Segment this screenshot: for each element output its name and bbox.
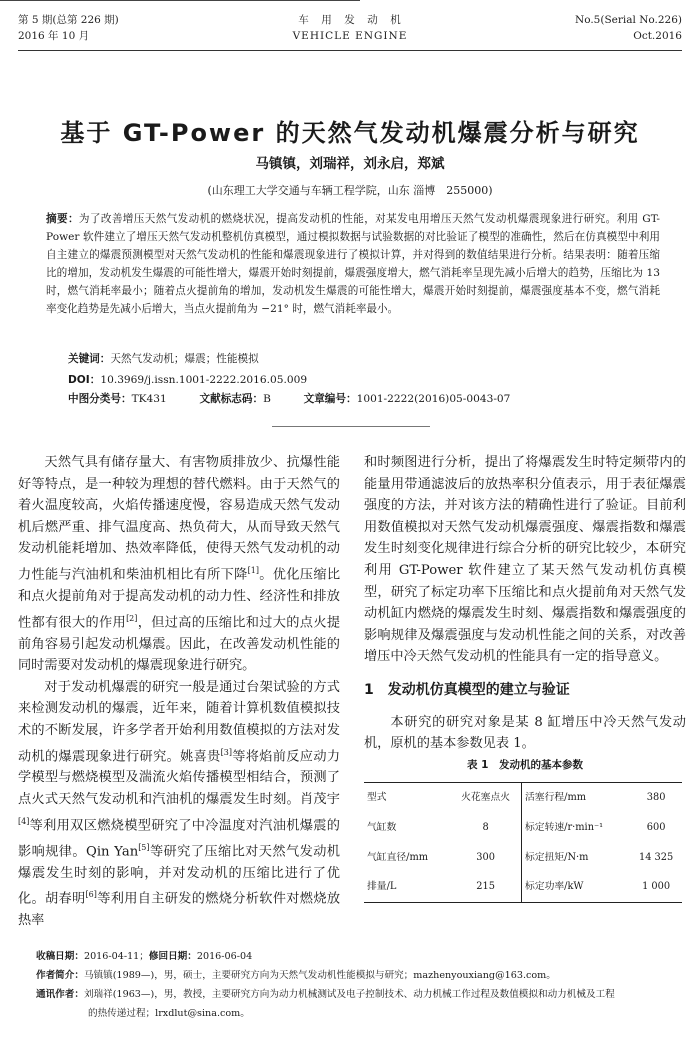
body-right-column xyxy=(364,452,686,903)
table-row xyxy=(364,843,682,873)
body-paragraph: 天然气具有储存量大、有害物质排放少、抗爆性能好等特点，是一种较为理想的替代燃料。由于天然气的着火温度较高，火焰传播速度慢，容易造成天然气发动机后燃严重、排气温度高、热负荷大，从而导致天然气发动机能耗增加、热效率降低，使得天然气发动机的动力性能与汽油机和柴油机相比有所下降[1]。优化压缩比和点火提前角对于提高发动机的动力性、经济性和排放性都有很大的作用[2]，但过高的压缩比和过大的点火提前角容易引起发动机爆震。因此，在改善发动机性能的同时需要对发动机的爆震现象进行研究。 xyxy=(18,455,341,674)
clc-value: TK431 xyxy=(131,393,167,405)
citation-ref[interactable]: [1] xyxy=(247,565,259,575)
citation-ref[interactable]: [4] xyxy=(18,816,30,826)
footnote-corresponding xyxy=(36,986,686,1003)
table-cell: 215 xyxy=(450,872,521,902)
doc-code-value: B xyxy=(263,393,271,405)
revised-date: 2016-06-04 xyxy=(196,951,253,962)
keywords-text: 天然气发动机；爆震；性能模拟 xyxy=(110,353,259,365)
header-issue-number: 第 5 期(总第 226 期) xyxy=(18,14,119,26)
table-cell: 8 xyxy=(450,813,521,843)
table-cell: 1 000 xyxy=(630,872,682,902)
received-date: 2016-04-11； xyxy=(83,951,149,962)
header-issue-date: 2016 年 10 月 xyxy=(18,30,90,42)
body-left-column xyxy=(18,452,340,932)
clc-label: 中图分类号： xyxy=(68,393,132,405)
table-cell: 型式 xyxy=(364,783,450,813)
section-heading: 1 发动机仿真模型的建立与验证 xyxy=(364,681,570,698)
keywords-label: 关键词： xyxy=(68,353,111,365)
footnote-author xyxy=(36,967,686,984)
header-journal-cn: 车 用 发 动 机 xyxy=(298,14,402,26)
header-serial xyxy=(575,12,682,44)
doc-code-label: 文献标志码： xyxy=(199,393,264,405)
doi-label: DOI： xyxy=(68,374,101,386)
corresponding-bio: 刘瑞祥(1963—)，男，教授，主要研究方向为动力机械测试及电子控制技术、动力机械工作过程及数值模拟和动力机械及工程 xyxy=(83,989,615,1000)
citation-ref[interactable]: [5] xyxy=(138,842,150,852)
doi-text: 10.3969/j.issn.1001-2222.2016.05.009 xyxy=(100,374,308,386)
table-row xyxy=(364,783,682,813)
table-row xyxy=(364,872,682,902)
table-cell: 气缸直径/mm xyxy=(367,851,429,863)
keywords xyxy=(68,350,668,368)
classification xyxy=(68,390,668,408)
paper-affiliation: (山东理工大学交通与车辆工程学院，山东 淄博 255000) xyxy=(207,184,493,197)
footnote-corresponding-cont: 的热传递过程；lrxdlut@sina.com。 xyxy=(88,1008,250,1019)
table-cell: 300 xyxy=(450,843,521,873)
citation-ref[interactable]: [6] xyxy=(85,890,97,900)
header-journal-en: VEHICLE ENGINE xyxy=(292,30,408,42)
revised-label: 修回日期： xyxy=(148,951,197,962)
table-cell: 标定功率/kW xyxy=(521,872,630,902)
received-label: 收稿日期： xyxy=(36,951,84,962)
table-cell: 14 325 xyxy=(638,851,674,863)
table-cell: 火花塞点火 xyxy=(450,783,521,813)
abstract-text: 为了改善增压天然气发动机的燃烧状况，提高发动机的性能，对某发电用增压天然气发动机爆震现象进行研究。利用 GT-Power 软件建立了增压天然气发动机整机仿真模型，通过模拟数据与试验数据的对比验证了模型的准确性，然后在仿真模型中利用自主建立的爆震预测模型对天然气发动机的性能和爆震现象进行了模拟计算，并对得到的数值结果进行分析。结果表明：随着压缩比的增加，发动机发生爆震的可能性增大，爆震开始时刻提前，爆震强度增大，燃气消耗率呈现先减小后增大的趋势，压缩比为 13 时，燃气消耗率最小；随着点火提前角的增加，发动机发生爆震的可能性增大，爆震开始时刻提前，爆震强度基本不变，燃气消耗率变化趋势是先减小后增大，当点火提前角为 −21° 时，燃气消耗率最小。 xyxy=(46,213,660,315)
table-caption: 表 1 发动机的基本参数 xyxy=(467,758,583,771)
paper-authors: 马镇镇，刘瑞祥，刘永启，郑斌 xyxy=(255,156,445,172)
paper-title: 基于 GT-Power 的天然气发动机爆震分析与研究 xyxy=(60,119,640,147)
table-row xyxy=(364,813,682,843)
table-cell: 600 xyxy=(646,821,666,833)
header-divider xyxy=(18,50,682,51)
table-cell: 标定扭矩/N·m xyxy=(524,851,589,863)
table-cell: 380 xyxy=(630,783,682,813)
article-number-label: 文章编号： xyxy=(303,393,357,405)
table-cell: 排量/L xyxy=(364,872,450,902)
article-number-value: 1001-2222(2016)05-0043-07 xyxy=(356,393,511,405)
citation-ref[interactable]: [3] xyxy=(220,747,232,757)
doi xyxy=(68,371,668,389)
abstract-label: 摘要： xyxy=(46,213,79,225)
author-bio: 马镇镇(1989—)，男，硕士，主要研究方向为天然气发动机性能模拟与研究；mazhenyouxiang@163.com。 xyxy=(83,970,556,981)
body-paragraph: 本研究的研究对象是某 8 缸增压中冷天然气发动机，原机的基本参数见表 1。 xyxy=(364,714,686,752)
author-label: 作者简介： xyxy=(36,970,84,981)
abstract-divider xyxy=(272,426,430,427)
citation-ref[interactable]: [2] xyxy=(126,613,138,623)
header-serial-date: Oct.2016 xyxy=(633,30,682,42)
footnote-dates xyxy=(36,948,686,965)
table-cell: 气缸数 xyxy=(367,821,397,833)
body-paragraph: 和时频图进行分析，提出了将爆震发生时特定频带内的能量用带通滤波后的放热率积分值表示，用于表征爆震强度的方法，并对该方法的精确性进行了验证。目前利用数值模拟对天然气发动机爆震强度、爆震指数和爆震发生时刻变化规律进行综合分析的研究比较少，本研究利用 GT-Power 软件建立了某天然气发动机仿真模型，研究了标定功率下压缩比和点火提前角对天然气发动机缸内燃烧的爆震发生时刻、爆震指数和爆震强度的影响规律及爆震强度与发动机性能之间的关系，对改善增压中冷天然气发动机的性能具有一定的指导意义。 xyxy=(364,455,686,665)
table-cell: 活塞行程/mm xyxy=(521,783,630,813)
table-cell: 标定转速/r·min⁻¹ xyxy=(524,821,604,833)
abstract xyxy=(46,210,660,318)
footnote-divider xyxy=(0,0,360,1)
header-serial-number: No.5(Serial No.226) xyxy=(575,14,682,26)
corresponding-label: 通讯作者： xyxy=(36,989,84,1000)
engine-params-table xyxy=(364,782,682,902)
body-paragraph: 对于发动机爆震的研究一般是通过台架试验的方式来检测发动机的爆震，近年来，随着计算机数值模拟技术的不断发展，许多学者开始利用数值模拟的方法对发动机的爆震现象进行研究。姚喜贵[3]等将焰前反应动力学模型与燃烧模型及湍流火焰传播模型相结合，预测了点火式天然气发动机和汽油机的爆震发生时刻。肖茂宇[4]等利用双区燃烧模型研究了中冷温度对汽油机爆震的影响规律。Qin Yan[5]等研究了压缩比对天然气发动机爆震发生时刻的影响，并对发动机的压缩比进行了优化。胡春明[6]等利用自主研发的燃烧分析软件对燃烧放热率 xyxy=(18,679,341,929)
